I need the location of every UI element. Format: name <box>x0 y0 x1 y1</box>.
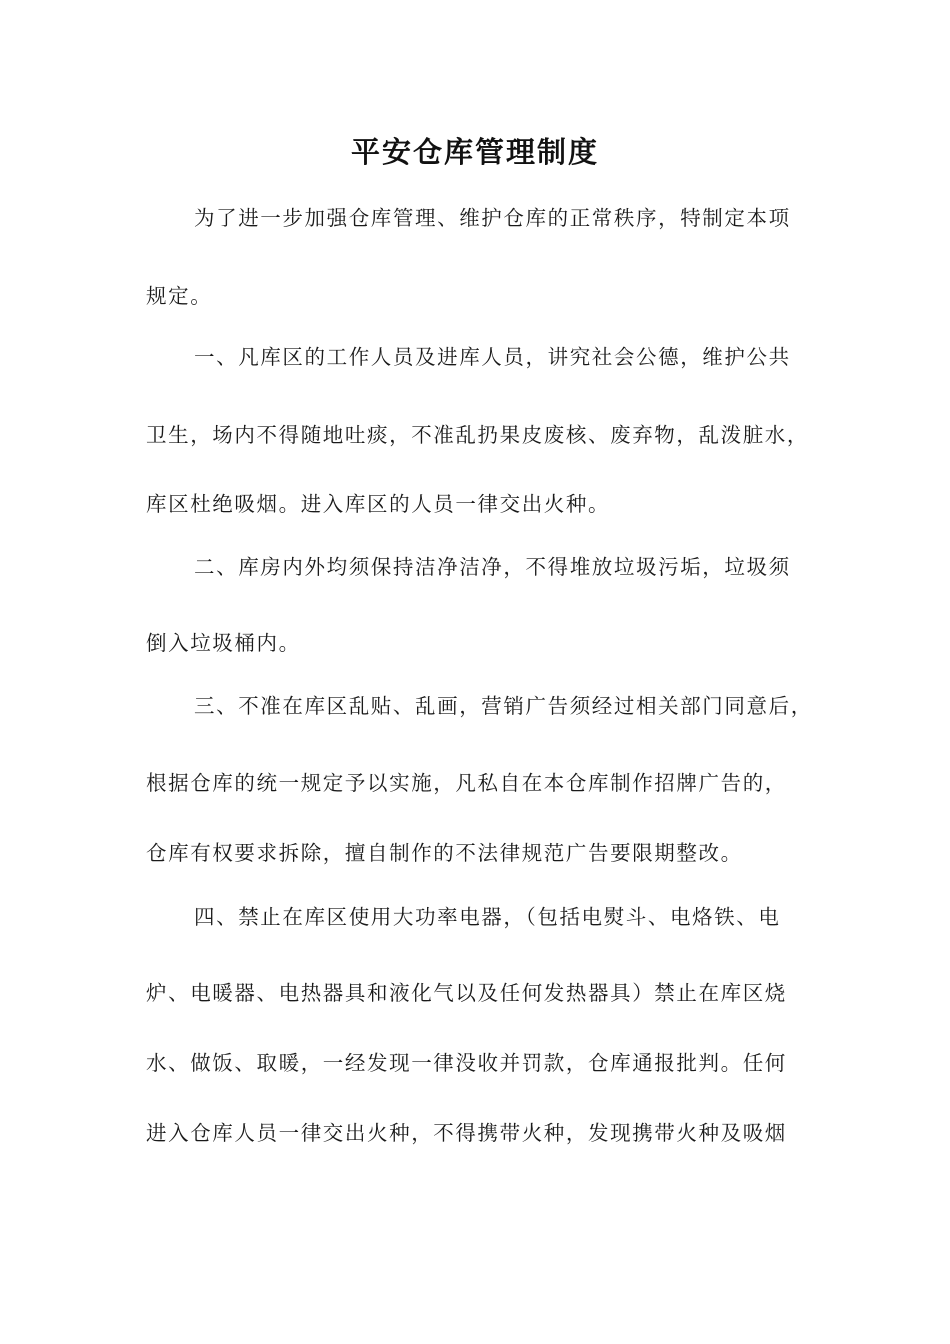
paragraph-1-line-2: 卫生，场内不得随地吐痰，不准乱扔果皮废核、废弃物，乱泼脏水， <box>146 423 809 447</box>
paragraph-3-line-3: 仓库有权要求拆除，擅自制作的不法律规范广告要限期整改。 <box>146 841 743 865</box>
paragraph-1-line-1: 一、凡库区的工作人员及进库人员，讲究社会公德，维护公共 <box>194 345 791 369</box>
paragraph-4-line-3: 水、做饭、取暖，一经发现一律没收并罚款，仓库通报批判。任何 <box>146 1051 787 1075</box>
paragraph-2-line-2: 倒入垃圾桶内。 <box>146 631 301 655</box>
paragraph-1-line-3: 库区杜绝吸烟。进入库区的人员一律交出火种。 <box>146 492 611 516</box>
document-title: 平安仓库管理制度 <box>350 135 599 169</box>
paragraph-4-line-2: 炉、电暖器、电热器具和液化气以及任何发热器具）禁止在库区烧 <box>146 981 787 1005</box>
paragraph-intro-line-2: 规定。 <box>146 284 213 308</box>
paragraph-2-line-1: 二、库房内外均须保持洁净洁净，不得堆放垃圾污垢，垃圾须 <box>194 555 791 579</box>
paragraph-4-line-1: 四、禁止在库区使用大功率电器，（包括电熨斗、电烙铁、电 <box>194 905 781 929</box>
paragraph-4-line-4: 进入仓库人员一律交出火种，不得携带火种，发现携带火种及吸烟 <box>146 1121 787 1145</box>
paragraph-3-line-1: 三、不准在库区乱贴、乱画，营销广告须经过相关部门同意后， <box>194 694 813 718</box>
paragraph-intro-line-1: 为了进一步加强仓库管理、维护仓库的正常秩序，特制定本项 <box>194 206 791 230</box>
paragraph-3-line-2: 根据仓库的统一规定予以实施，凡私自在本仓库制作招牌广告的， <box>146 771 787 795</box>
